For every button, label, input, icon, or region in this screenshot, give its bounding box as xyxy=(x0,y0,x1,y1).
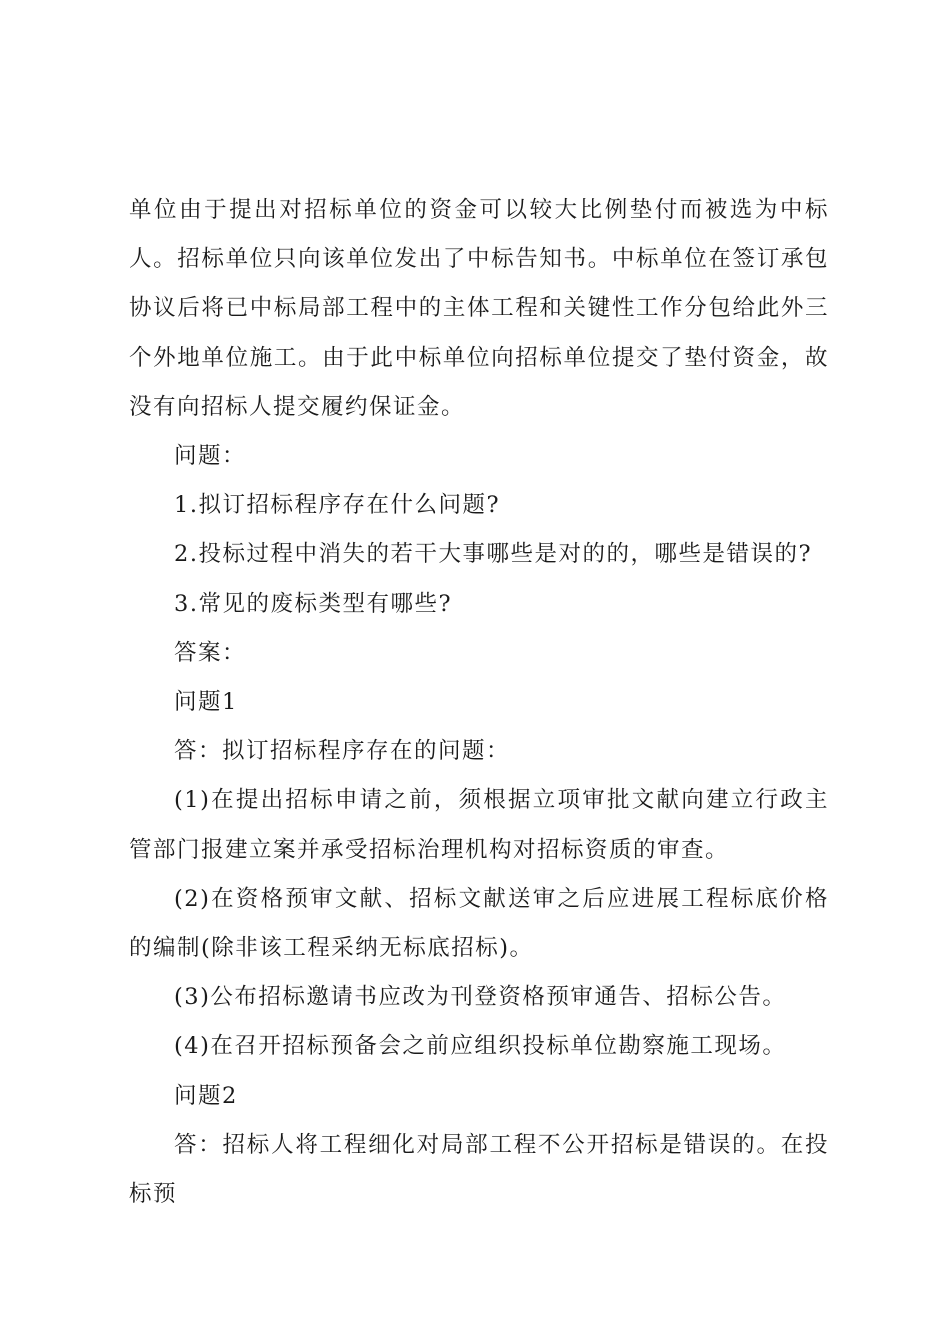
question-1: 1.拟订招标程序存在什么问题? xyxy=(174,492,501,519)
answer-1-intro: 答：拟订招标程序存在的问题： xyxy=(174,738,511,765)
paragraph-intro: 单位由于提出对招标单位的资金可以较大比例垫付而被选为中标人。招标单位只向该单位发出了中标告知书。中标单位在签订承包协议后将已中标局部工程中的主体工程和关键性工作分包给此外三个外地单位施工。由于此中标单位向招标单位提交了垫付资金，故没有向招标人提交履约保证金。 xyxy=(129,197,829,420)
question-2: 2.投标过程中消失的若干大事哪些是对的的，哪些是错误的? xyxy=(174,541,813,568)
answer-heading-1: 问题1 xyxy=(174,689,238,716)
answer-heading-2: 问题2 xyxy=(174,1082,238,1109)
answer-1-item-2: (2)在资格预审文献、招标文献送审之后应进展工程标底价格的编制(除非该工程采纳无标底招标)。 xyxy=(129,885,829,962)
heading-answers: 答案： xyxy=(174,639,247,666)
answer-1-item-1: (1)在提出招标申请之前，须根据立项审批文献向建立行政主管部门报建立案并承受招标治理机构对招标资质的审查。 xyxy=(129,787,829,863)
answer-1-item-3: (3)公布招标邀请书应改为刊登资格预审通告、招标公告。 xyxy=(174,984,787,1011)
answer-1-item-4: (4)在召开招标预备会之前应组织投标单位勘察施工现场。 xyxy=(174,1033,787,1060)
answer-2-intro: 答：招标人将工程细化对局部工程不公开招标是错误的。在投标预 xyxy=(129,1131,829,1208)
question-3: 3.常见的废标类型有哪些? xyxy=(174,590,453,617)
heading-questions: 问题： xyxy=(174,443,247,470)
document-body xyxy=(129,186,829,1219)
